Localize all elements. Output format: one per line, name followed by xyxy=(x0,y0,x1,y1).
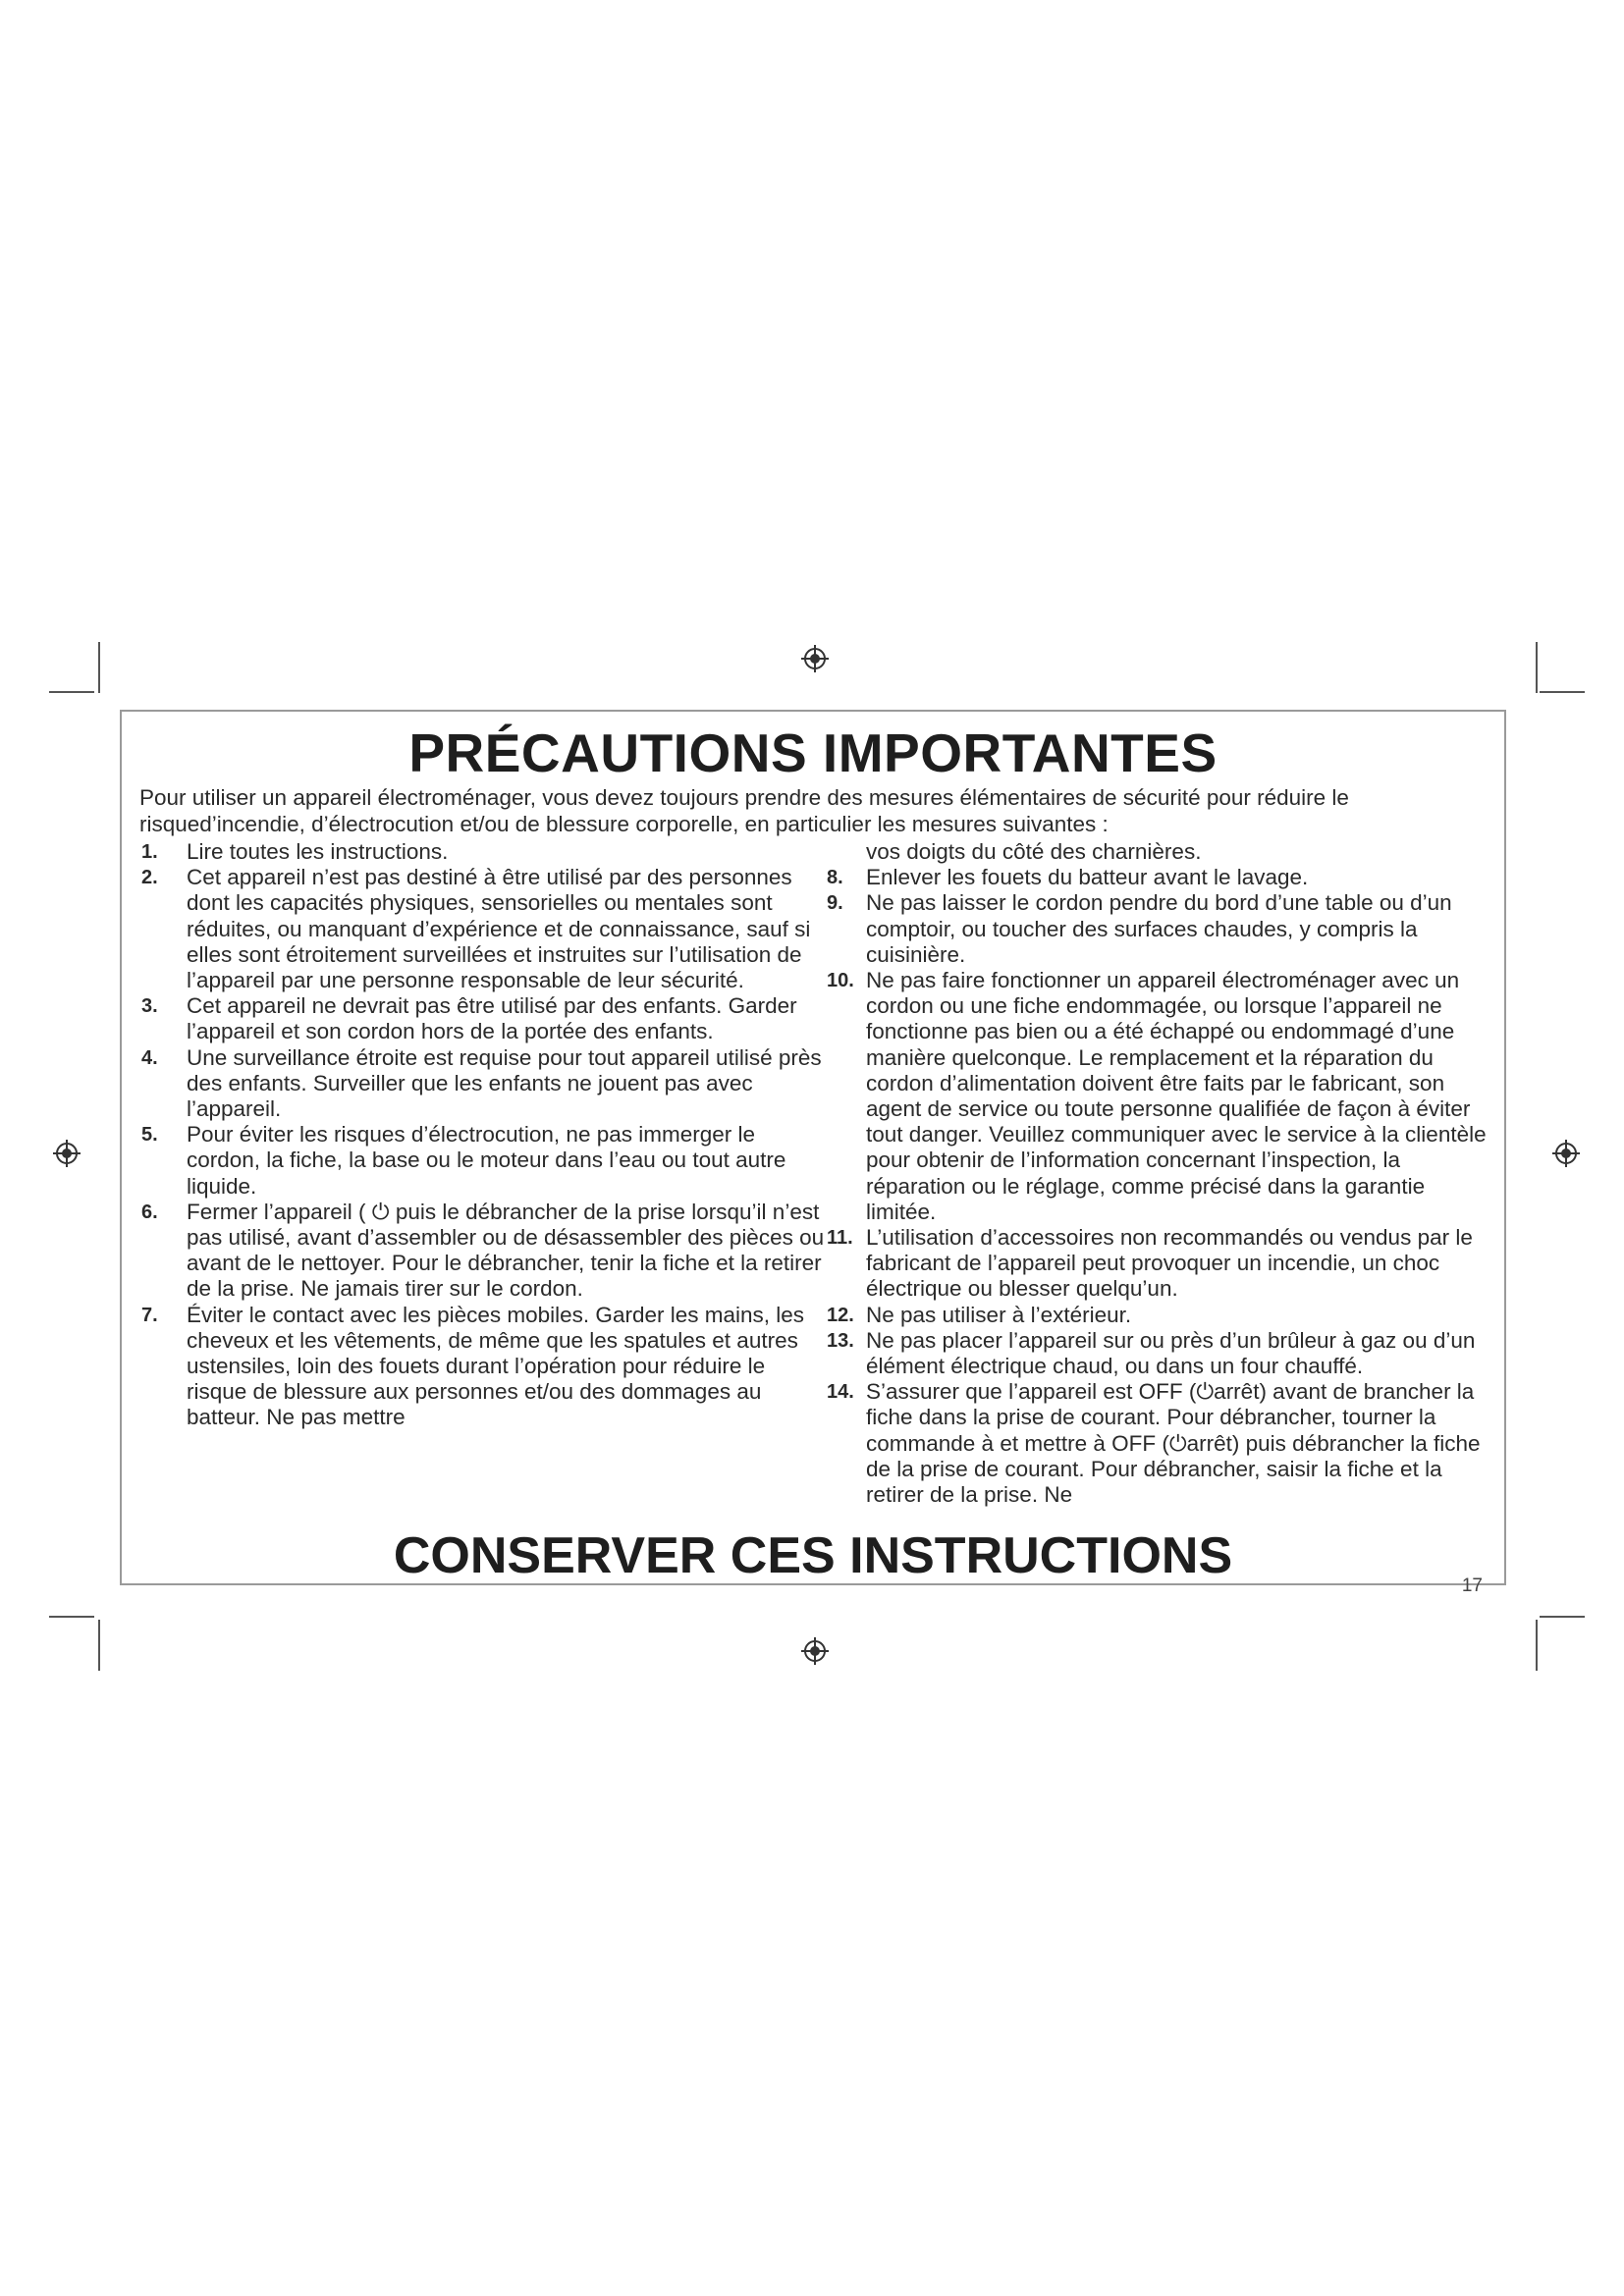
safety-instructions-panel xyxy=(120,710,1506,1596)
list-item: 2. Cet appareil n’est pas destiné à être utilisé par des personnes dont les capacités physiques, sensorielles ou mentales sont réduites, ou manquant d’expérience et de connaissance, sauf si elles sont étroitement surveillées et instruites sur l’utilisation de l’appareil par une personne responsable de leur sécurité. xyxy=(141,865,811,993)
crop-mark xyxy=(49,691,94,693)
list-item-continuation: vos doigts du côté des charnières. xyxy=(866,839,1202,864)
crop-mark xyxy=(1536,642,1538,693)
list-item: 13. Ne pas placer l’appareil sur ou près d’un brûleur à gaz ou d’un élément électrique chaud, ou dans un four chauffé. xyxy=(827,1327,1476,1379)
crop-mark xyxy=(98,1620,100,1671)
list-item: 3. Cet appareil ne devrait pas être utilisé par des enfants. Garder l’appareil et son cordon hors de la portée des enfants. xyxy=(141,993,797,1044)
registration-mark-icon xyxy=(1551,1139,1581,1168)
list-item: 10. Ne pas faire fonctionner un appareil électroménager avec un cordon ou une fiche endommagée, ou lorsque l’appareil ne fonctionne pas bien ou a été échappé ou endommagé d’une manière quelconque. Le remplacement et la réparation du cordon d’alimentation doivent être faits par le fabricant, son agent de service ou toute personne qualifiée de façon à éviter tout danger. Veuillez communiquer avec le service à la clientèle pour obtenir de l’information concernant l’inspection, la réparation ou le réglage, comme précisé dans la garantie limitée. xyxy=(827,968,1487,1224)
footer-title: CONSERVER CES INSTRUCTIONS xyxy=(393,1527,1233,1584)
list-item: 5. Pour éviter les risques d’électrocution, ne pas immerger le cordon, la fiche, la base ou le moteur dans l’eau ou tout autre liquide. xyxy=(141,1122,786,1199)
intro-paragraph: Pour utiliser un appareil électroménager, vous devez toujours prendre des mesures élémentaires de sécurité pour réduire le risqued’incendie, d’électrocution et/ou de blessure corporelle, en particulier les mesures suivantes : xyxy=(139,785,1349,836)
registration-mark-icon xyxy=(52,1139,81,1168)
registration-mark-icon xyxy=(800,644,830,673)
crop-mark xyxy=(1536,1620,1538,1671)
crop-mark xyxy=(1540,1616,1585,1618)
left-column xyxy=(139,839,827,1431)
crop-mark xyxy=(49,1616,94,1618)
crop-mark xyxy=(98,642,100,693)
page-number: 17 xyxy=(1461,1575,1483,1596)
list-item: 9. Ne pas laisser le cordon pendre du bord d’une table ou d’un comptoir, ou toucher des surfaces chaudes, y compris la cuisinière. xyxy=(827,890,1452,967)
list-item: 12. Ne pas utiliser à l’extérieur. xyxy=(827,1302,1132,1327)
crop-mark xyxy=(1540,691,1585,693)
list-item: 7. Éviter le contact avec les pièces mobiles. Garder les mains, les cheveux et les vêtements, de même que les spatules et autres ustensiles, loin des fouets durant l’opération pour réduire le risque de blessure aux personnes et/ou des dommages au batteur. Ne pas mettre xyxy=(141,1302,805,1430)
list-item: 11. L’utilisation d’accessoires non recommandés ou vendus par le fabricant de l’appareil peut provoquer un incendie, un choc électrique ou blesser quelqu’un. xyxy=(827,1225,1473,1302)
list-item: 1. Lire toutes les instructions. xyxy=(141,839,449,864)
list-item: 4. Une surveillance étroite est requise pour tout appareil utilisé près des enfants. Surveiller que les enfants ne jouent pas avec l’appareil. xyxy=(141,1044,822,1122)
list-item: 8. Enlever les fouets du batteur avant le lavage. xyxy=(827,865,1309,890)
list-item: 6. Fermer l’appareil ( ⏻ puis le débrancher de la prise lorsqu’il n’est pas utilisé, avant d’assembler ou de désassembler des pièces ou avant de le nettoyer. Pour le débrancher, tenir la fiche et la retirer de la prise. Ne jamais tirer sur le cordon. xyxy=(141,1199,825,1302)
list-item: 14. S’assurer que l’appareil est OFF (⏻arrêt) avant de brancher la fiche dans la prise de courant. Pour débrancher, tourner la commande à et mettre à OFF (⏻arrêt) puis débrancher la fiche de la prise de courant. Pour débrancher, saisir la fiche et la retirer de la prise. Ne xyxy=(827,1379,1481,1508)
right-column xyxy=(827,839,1498,1508)
registration-mark-icon xyxy=(800,1636,830,1666)
page-title: PRÉCAUTIONS IMPORTANTES xyxy=(408,722,1218,783)
